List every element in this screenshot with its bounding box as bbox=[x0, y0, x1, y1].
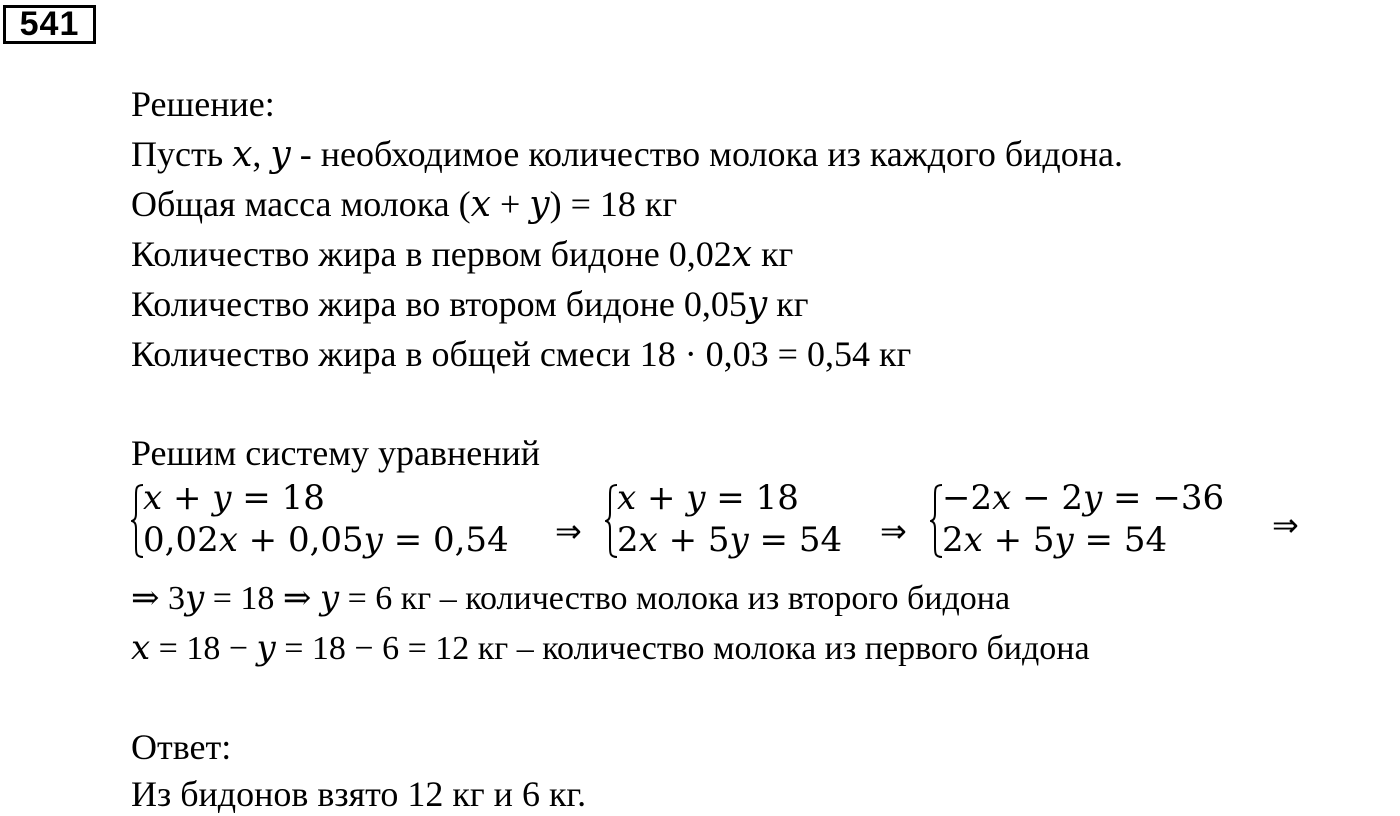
system-2-equation-2: 2𝑥 + 5𝑦 = 54 bbox=[617, 520, 843, 560]
implies-arrow-2: ⇒ bbox=[880, 512, 907, 550]
equation-system-2 bbox=[605, 477, 875, 560]
system-1-equation-2: 0,02𝑥 + 0,05𝑦 = 0,54 bbox=[143, 520, 509, 560]
solve-header: Решим систему уравнений bbox=[131, 433, 541, 473]
implies-arrow-3: ⇒ bbox=[1272, 506, 1299, 544]
answer-header: Ответ: bbox=[131, 727, 232, 767]
system-1-equation-1: 𝑥 + 𝑦 = 18 bbox=[143, 478, 325, 518]
solution-header: Решение: bbox=[131, 84, 275, 124]
fat-total-line: Количество жира в общей смеси 18 · 0,03 = 0,54 кг bbox=[131, 334, 912, 374]
system-3-equation-1: −2𝑥 − 2𝑦 = −36 bbox=[942, 478, 1225, 518]
fat-first-line: Количество жира в первом бидоне 0,02𝑥 кг bbox=[131, 234, 794, 274]
system-2-equation-1: 𝑥 + 𝑦 = 18 bbox=[617, 478, 799, 518]
problem-number-box: 541 bbox=[3, 5, 96, 44]
x-result-line: 𝑥 = 18 − 𝑦 = 18 − 6 = 12 кг – количество молока из первого бидона bbox=[131, 630, 1090, 667]
equation-system-3 bbox=[930, 477, 1270, 560]
y-result-line: ⇒ 3𝑦 = 18 ⇒ 𝑦 = 6 кг – количество молока из второго бидона bbox=[131, 580, 1011, 617]
system-3-equation-2: 2𝑥 + 5𝑦 = 54 bbox=[942, 520, 1168, 560]
total-mass-line: Общая масса молока (𝑥 + 𝑦) = 18 кг bbox=[131, 184, 678, 224]
let-line: Пусть 𝑥, 𝑦 - необходимое количество молока из каждого бидона. bbox=[131, 134, 1123, 174]
answer-text: Из бидонов взято 12 кг и 6 кг. bbox=[131, 774, 587, 814]
equation-system-1 bbox=[131, 477, 551, 560]
fat-second-line: Количество жира во втором бидоне 0,05𝑦 кг bbox=[131, 284, 809, 324]
implies-arrow-1: ⇒ bbox=[555, 512, 582, 550]
